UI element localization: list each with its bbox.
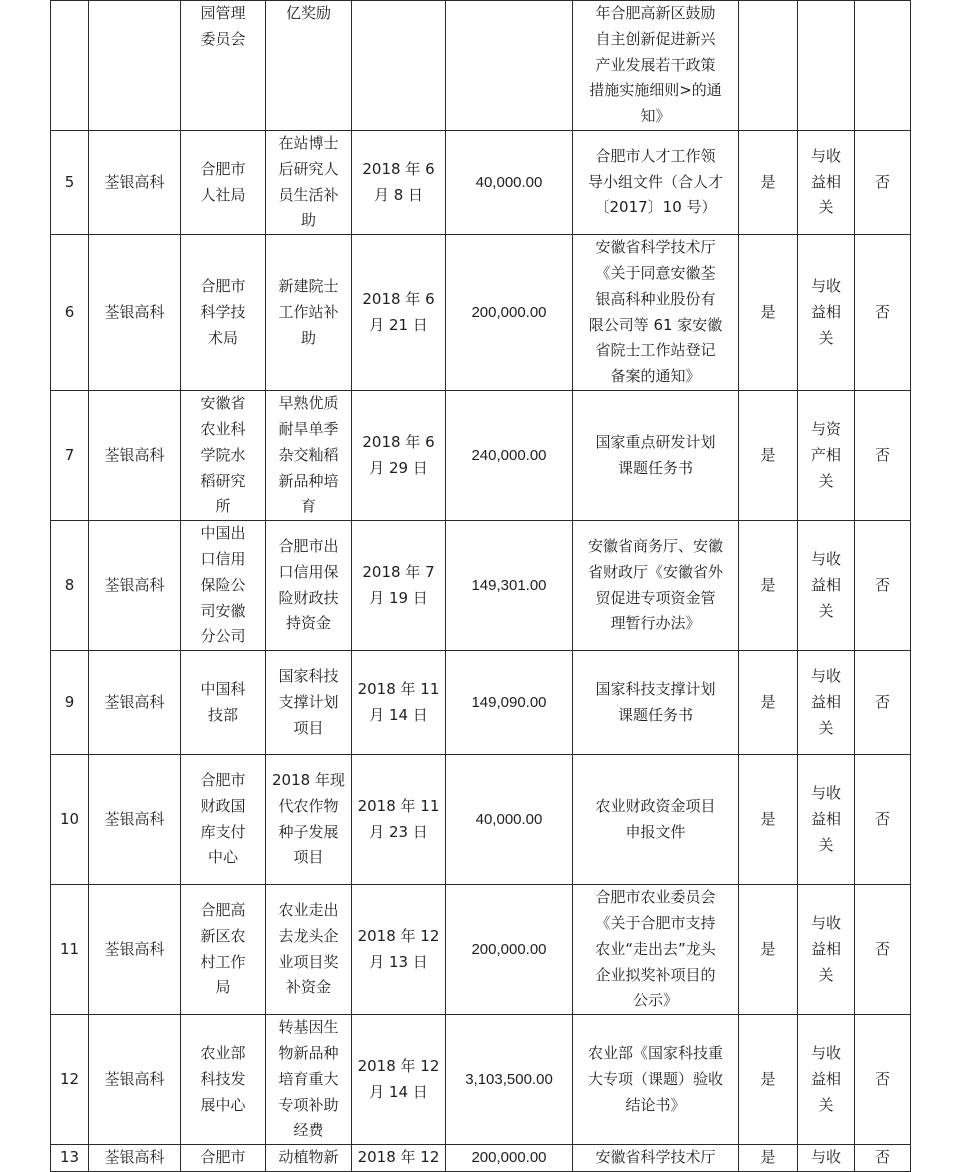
row-number-cell: [51, 391, 89, 521]
relation-type-cell: [798, 1145, 855, 1172]
grantor-cell: [181, 521, 266, 651]
basis-document-cell: [573, 521, 739, 651]
row-number-cell: [51, 235, 89, 391]
row-number-text: 10: [59, 809, 80, 828]
received-cell: [739, 885, 798, 1015]
received-text: 是: [760, 809, 776, 828]
company-text: 荃银高科: [104, 302, 165, 321]
row-number-cell: [51, 755, 89, 885]
relation-type-cell: [798, 391, 855, 521]
row-number-text: 6: [64, 302, 75, 321]
recurring-cell: [855, 1015, 911, 1145]
basis-document-cell: [573, 1015, 739, 1145]
date-text: 2018 年 6 月 29 日: [362, 432, 435, 477]
table-row: [51, 755, 911, 885]
date-text: 2018 年 12 月 13 日: [357, 926, 440, 971]
grantor-text: 中国科 技部: [200, 679, 246, 724]
company-cell: [89, 391, 181, 521]
grantor-cell: [181, 1015, 266, 1145]
table-row: [51, 1015, 911, 1145]
amount-text: 3,103,500.00: [465, 1070, 553, 1088]
subsidy-item-cell: [266, 885, 352, 1015]
received-cell: [739, 651, 798, 755]
subsidy-item-text: 新建院士 工作站补 助: [278, 276, 339, 347]
relation-type-cell: [798, 521, 855, 651]
date-text: 2018 年 11 月 14 日: [357, 679, 440, 724]
table-row: [51, 651, 911, 755]
row-number-cell: [51, 1, 89, 131]
recurring-text: 否: [874, 302, 890, 321]
relation-type-text: 与收 益相 关: [810, 146, 841, 217]
date-cell: [352, 131, 446, 235]
row-number-text: 13: [59, 1148, 80, 1167]
grantor-cell: [181, 885, 266, 1015]
amount-text: 149,301.00: [471, 576, 547, 594]
subsidy-item-text: 在站博士 后研究人 员生活补 助: [278, 134, 339, 230]
relation-type-cell: [798, 235, 855, 391]
grantor-text: 中国出 口信用 保险公 司安徽 分公司: [200, 524, 246, 646]
company-cell: [89, 1, 181, 131]
amount-cell: [446, 235, 573, 391]
recurring-cell: [855, 885, 911, 1015]
amount-text: 200,000.00: [471, 303, 547, 321]
row-number-cell: [51, 1145, 89, 1172]
grantor-text: 合肥高 新区农 村工作 局: [200, 901, 246, 997]
recurring-cell: [855, 755, 911, 885]
company-text: 荃银高科: [104, 939, 165, 958]
recurring-cell: [855, 521, 911, 651]
relation-type-cell: [798, 651, 855, 755]
basis-document-text: 农业部《国家科技重 大专项（课题）验收 结论书》: [587, 1043, 723, 1114]
table-row: [51, 885, 911, 1015]
amount-text: 40,000.00: [475, 810, 543, 828]
subsidy-item-text: 国家科技 支撑计划 项目: [278, 666, 339, 737]
date-cell: [352, 755, 446, 885]
amount-text: 149,090.00: [471, 693, 547, 711]
received-cell: [739, 131, 798, 235]
received-cell: [739, 755, 798, 885]
relation-type-cell: [798, 1015, 855, 1145]
basis-document-text: 安徽省科学技术厅: [595, 1148, 716, 1167]
subsidy-item-text: 亿奖励: [285, 4, 331, 22]
company-text: 荃银高科: [104, 172, 165, 191]
table-row: [51, 131, 911, 235]
date-text: 2018 年 12 月 14 日: [357, 1056, 440, 1101]
amount-cell: [446, 1145, 573, 1172]
date-cell: [352, 235, 446, 391]
amount-text: 200,000.00: [471, 1149, 547, 1167]
company-text: 荃银高科: [104, 1069, 165, 1088]
subsidy-item-text: 农业走出 去龙头企 业项目奖 补资金: [278, 901, 339, 997]
grantor-text: 安徽省 农业科 学院水 稻研究 所: [200, 394, 246, 516]
basis-document-text: 合肥市农业委员会 《关于合肥市支持 农业“走出去”龙头 企业拟奖补项目的 公示》: [595, 888, 716, 1010]
subsidy-item-cell: [266, 1145, 352, 1172]
date-cell: [352, 651, 446, 755]
date-cell: [352, 521, 446, 651]
received-text: 是: [760, 445, 776, 464]
subsidy-item-text: 动植物新: [278, 1148, 339, 1167]
grantor-text: 合肥市: [200, 1148, 246, 1167]
basis-document-text: 农业财政资金项目 申报文件: [595, 796, 716, 841]
company-cell: [89, 521, 181, 651]
grantor-text: 合肥市 人社局: [200, 159, 246, 204]
subsidy-item-text: 早熟优质 耐旱单季 杂交籼稻 新品种培 育: [278, 394, 339, 516]
received-cell: [739, 1145, 798, 1172]
basis-document-text: 合肥市人才工作领 导小组文件（合人才 〔2017〕10 号）: [587, 146, 723, 217]
relation-type-cell: [798, 1, 855, 131]
grantor-cell: [181, 391, 266, 521]
received-text: 是: [760, 302, 776, 321]
basis-document-cell: [573, 1145, 739, 1172]
date-text: 2018 年 7 月 19 日: [362, 562, 435, 607]
basis-document-text: 国家科技支撑计划 课题任务书: [595, 679, 716, 724]
recurring-cell: [855, 131, 911, 235]
grantor-text: 合肥市 科学技 术局: [200, 276, 246, 347]
table-row: [51, 391, 911, 521]
received-text: 是: [760, 1069, 776, 1088]
received-cell: [739, 391, 798, 521]
relation-type-cell: [798, 885, 855, 1015]
company-text: 荃银高科: [104, 1148, 165, 1167]
date-text: 2018 年 6 月 8 日: [362, 159, 435, 204]
received-text: 是: [760, 1148, 776, 1167]
date-cell: [352, 1015, 446, 1145]
company-cell: [89, 1145, 181, 1172]
row-number-text: 5: [64, 172, 75, 191]
received-text: 是: [760, 692, 776, 711]
row-number-text: 12: [59, 1069, 80, 1088]
relation-type-text: 与收 益相 关: [810, 913, 841, 984]
row-number-cell: [51, 1015, 89, 1145]
recurring-text: 否: [874, 692, 890, 711]
recurring-cell: [855, 651, 911, 755]
relation-type-text: 与收 益相 关: [810, 276, 841, 347]
received-text: 是: [760, 575, 776, 594]
recurring-text: 否: [874, 445, 890, 464]
relation-type-text: 与收 益相 关: [810, 1043, 841, 1114]
recurring-text: 否: [874, 575, 890, 594]
grantor-cell: [181, 235, 266, 391]
subsidy-item-cell: [266, 1, 352, 131]
company-cell: [89, 131, 181, 235]
grantor-cell: [181, 651, 266, 755]
subsidy-item-text: 2018 年现 代农作物 种子发展 项目: [272, 771, 345, 867]
row-number-cell: [51, 521, 89, 651]
table-row: [51, 521, 911, 651]
row-number-text: 11: [59, 939, 80, 958]
recurring-text: 否: [874, 1069, 890, 1088]
date-text: 2018 年 11 月 23 日: [357, 796, 440, 841]
basis-document-cell: [573, 651, 739, 755]
received-cell: [739, 235, 798, 391]
recurring-cell: [855, 391, 911, 521]
basis-document-cell: [573, 131, 739, 235]
received-cell: [739, 1, 798, 131]
basis-document-text: 国家重点研发计划 课题任务书: [595, 432, 716, 477]
company-cell: [89, 1015, 181, 1145]
subsidy-item-cell: [266, 755, 352, 885]
company-cell: [89, 651, 181, 755]
company-cell: [89, 235, 181, 391]
row-number-text: 8: [64, 575, 75, 594]
amount-text: 40,000.00: [475, 173, 543, 191]
row-number-cell: [51, 651, 89, 755]
grantor-cell: [181, 131, 266, 235]
date-cell: [352, 391, 446, 521]
grantor-cell: [181, 1, 266, 131]
subsidy-item-cell: [266, 651, 352, 755]
amount-text: 200,000.00: [471, 940, 547, 958]
row-number-text: 9: [64, 692, 75, 711]
received-text: 是: [760, 172, 776, 191]
amount-cell: [446, 651, 573, 755]
basis-document-cell: [573, 755, 739, 885]
recurring-text: 否: [874, 809, 890, 828]
company-text: 荃银高科: [104, 809, 165, 828]
relation-type-text: 与收 益相 关: [810, 783, 841, 854]
received-cell: [739, 1015, 798, 1145]
date-cell: [352, 1145, 446, 1172]
relation-type-text: 与收 益相 关: [810, 666, 841, 737]
amount-cell: [446, 391, 573, 521]
row-number-cell: [51, 885, 89, 1015]
row-number-cell: [51, 131, 89, 235]
amount-cell: [446, 1, 573, 131]
basis-document-cell: [573, 1, 739, 131]
company-cell: [89, 755, 181, 885]
grantor-text: 园管理 委员会: [200, 4, 246, 48]
date-text: 2018 年 6 月 21 日: [362, 289, 435, 334]
amount-cell: [446, 1015, 573, 1145]
relation-type-text: 与收: [810, 1148, 841, 1167]
recurring-cell: [855, 1145, 911, 1172]
subsidy-item-cell: [266, 391, 352, 521]
basis-document-text: 安徽省科学技术厅 《关于同意安徽荃 银高科种业股份有 限公司等 61 家安徽 省院士工作站登记 备案的通知》: [588, 238, 723, 386]
subsidy-table: [50, 0, 911, 1172]
grantor-cell: [181, 1145, 266, 1172]
recurring-text: 否: [874, 939, 890, 958]
recurring-cell: [855, 1, 911, 131]
amount-cell: [446, 885, 573, 1015]
basis-document-text: 安徽省商务厅、安徽 省财政厅《安徽省外 贸促进专项资金管 理暂行办法》: [587, 537, 723, 633]
table-row: [51, 1, 911, 131]
recurring-cell: [855, 235, 911, 391]
company-text: 荃银高科: [104, 445, 165, 464]
date-cell: [352, 1, 446, 131]
grantor-cell: [181, 755, 266, 885]
received-cell: [739, 521, 798, 651]
table-row: [51, 1145, 911, 1172]
amount-cell: [446, 755, 573, 885]
grantor-text: 合肥市 财政国 库支付 中心: [200, 771, 246, 867]
basis-document-cell: [573, 885, 739, 1015]
company-text: 荃银高科: [104, 575, 165, 594]
recurring-text: 否: [874, 1148, 890, 1167]
company-cell: [89, 885, 181, 1015]
relation-type-cell: [798, 755, 855, 885]
table-body: [51, 1, 911, 1172]
basis-document-cell: [573, 235, 739, 391]
grantor-text: 农业部 科技发 展中心: [200, 1043, 246, 1114]
company-text: 荃银高科: [104, 692, 165, 711]
amount-text: 240,000.00: [471, 446, 547, 464]
date-cell: [352, 885, 446, 1015]
amount-cell: [446, 131, 573, 235]
received-text: 是: [760, 939, 776, 958]
subsidy-item-text: 转基因生 物新品种 培育重大 专项补助 经费: [278, 1018, 339, 1140]
row-number-text: 7: [64, 445, 75, 464]
subsidy-item-cell: [266, 521, 352, 651]
subsidy-item-cell: [266, 131, 352, 235]
relation-type-cell: [798, 131, 855, 235]
date-text: 2018 年 12: [357, 1148, 440, 1167]
table-row: [51, 235, 911, 391]
subsidy-item-cell: [266, 1015, 352, 1145]
subsidy-item-text: 合肥市出 口信用保 险财政扶 持资金: [278, 537, 339, 633]
amount-cell: [446, 521, 573, 651]
recurring-text: 否: [874, 172, 890, 191]
subsidy-item-cell: [266, 235, 352, 391]
basis-document-cell: [573, 391, 739, 521]
relation-type-text: 与资 产相 关: [810, 419, 841, 490]
basis-document-text: 年合肥高新区鼓励 自主创新促进新兴 产业发展若干政策 措施实施细则>的通 知》: [589, 4, 722, 126]
relation-type-text: 与收 益相 关: [810, 549, 841, 620]
